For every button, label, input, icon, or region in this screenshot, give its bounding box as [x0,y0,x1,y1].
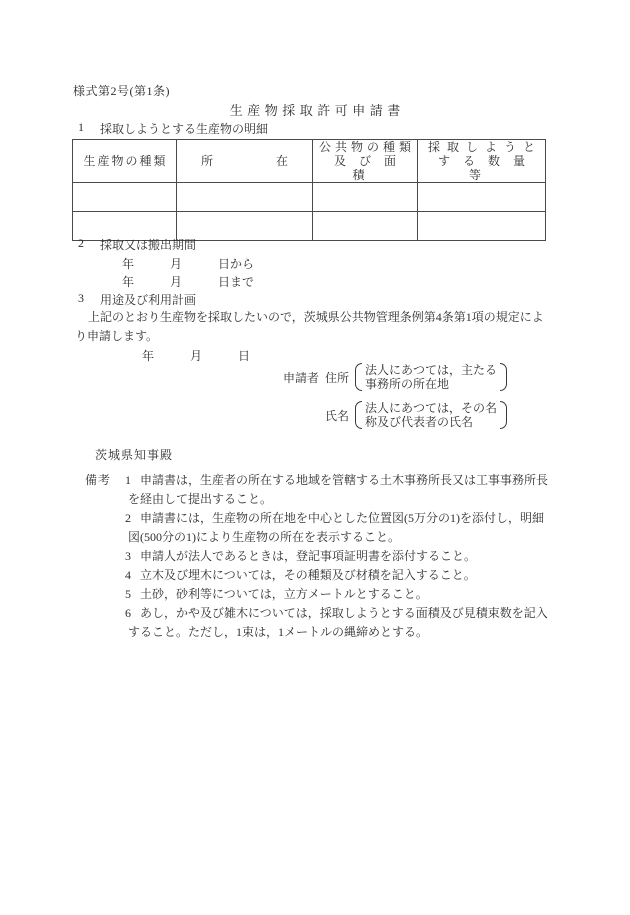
remarks-label: 備考 [85,473,112,487]
name-label: 氏名 [325,408,350,423]
name-note [365,401,497,429]
period-from-day-label: 日から [218,257,255,271]
header-location [177,140,313,183]
name-note-line1: 法人にあつては，その名 [365,401,498,415]
header-public-property [313,140,418,183]
remark-6-text: あし，かや及び雑木については，採取しようとする面積及び見積束数を記入すること。ただし，1束は，1メートルの縄締めとする。 [128,606,548,639]
header-location-first: 所 [201,154,214,168]
remark-item-2 [125,509,549,547]
name-note-line2: 称及び代表者の氏名 [365,415,474,429]
addressee-line [95,446,295,462]
table-header-row [73,140,546,183]
remarks-block [85,471,551,642]
remark-1-number: 1 [125,473,131,487]
bracket-close-icon [500,363,507,391]
remark-5-number: 5 [125,587,131,601]
date-day-label: 日 [238,349,251,363]
period-to-line [122,273,282,289]
section-3-heading [78,291,196,308]
remark-2-number: 2 [125,511,131,525]
cell-product-type-1 [73,183,177,212]
application-date-line [142,347,302,363]
addressee-honorific: 殿 [160,448,173,462]
cell-quantity-2 [418,212,546,241]
address-note-line1: 法人にあつては，主たる [365,363,498,377]
remark-item-4 [125,566,549,585]
form-code: 様式第2号(第1条) [73,84,170,98]
document-title: 生産物採取許可申請書 [229,103,405,118]
cell-public-property-2 [313,212,418,241]
header-quantity [418,140,546,183]
header-public-property-line2: 及び面積 [333,154,409,182]
bracket-open-icon [355,401,362,429]
remark-item-5 [125,585,549,604]
section-1-number: 1 [78,120,84,134]
address-label: 住所 [325,370,350,385]
addressee-name: 茨城県知事 [95,448,161,462]
period-to-year-label: 年 [122,275,135,289]
remark-1-text: 申請書は，生産者の所在する地域を管轄する土木事務所長又は工事事務所長を経由して提出すること。 [128,473,549,506]
header-quantity-line2: する数量等 [437,154,538,182]
section-3-label: 用途及び利用計画 [100,293,197,307]
date-month-label: 月 [190,349,203,363]
header-quantity-line1: 採取しようと [427,140,542,154]
cell-location-1 [177,183,313,212]
address-note [365,363,497,391]
remark-3-number: 3 [125,549,131,563]
application-statement: 上記のとおり生産物を採取したいので，茨城県公共物管理条例第4条第1項の規定により申請します。 [75,310,544,343]
remark-2-text: 申請書には，生産物の所在地を中心とした位置図(5万分の1)を添付し，明細図(500分の1)により生産物の所在を表示すること。 [128,511,544,544]
remark-3-text: 申請人が法人であるときは，登記事項証明書を添付すること。 [140,549,477,563]
bracket-close-icon [500,401,507,429]
period-from-line [122,255,282,271]
section-2-heading [78,236,196,253]
applicant-label: 申請者 [283,370,320,385]
remark-6-number: 6 [125,606,131,620]
remark-item-1 [125,471,549,509]
remark-4-number: 4 [125,568,131,582]
bracket-open-icon [355,363,362,391]
cell-quantity-1 [418,183,546,212]
remark-5-text: 土砂，砂利等については，立方メートルとすること。 [140,587,428,601]
remark-item-6 [125,604,549,642]
cell-location-2 [177,212,313,241]
period-from-year-label: 年 [122,257,135,271]
section-3-number: 3 [78,291,84,305]
address-note-line2: 事務所の所在地 [365,377,450,391]
applicant-name-row [325,401,507,429]
section-2-label: 採取又は搬出期間 [100,238,197,252]
remark-item-3 [125,547,549,566]
section-1-heading [78,120,268,137]
cell-public-property-1 [313,183,418,212]
section-2-number: 2 [78,236,84,250]
period-to-day-label: 日まで [218,275,255,289]
header-product-type [73,140,177,183]
date-year-label: 年 [142,349,155,363]
period-to-month-label: 月 [170,275,183,289]
remark-4-text: 立木及び埋木については，その種類及び材積を記入すること。 [140,568,476,582]
header-location-second: 在 [275,154,288,168]
table-row [73,183,546,212]
period-from-month-label: 月 [170,257,183,271]
header-public-property-line1: 公共物の種類 [318,140,415,154]
applicant-address-row [283,363,507,391]
section-1-label: 採取しようとする生産物の明細 [100,122,269,136]
products-detail-table [72,139,546,241]
header-product-type-label: 生産物の種類 [83,154,168,168]
